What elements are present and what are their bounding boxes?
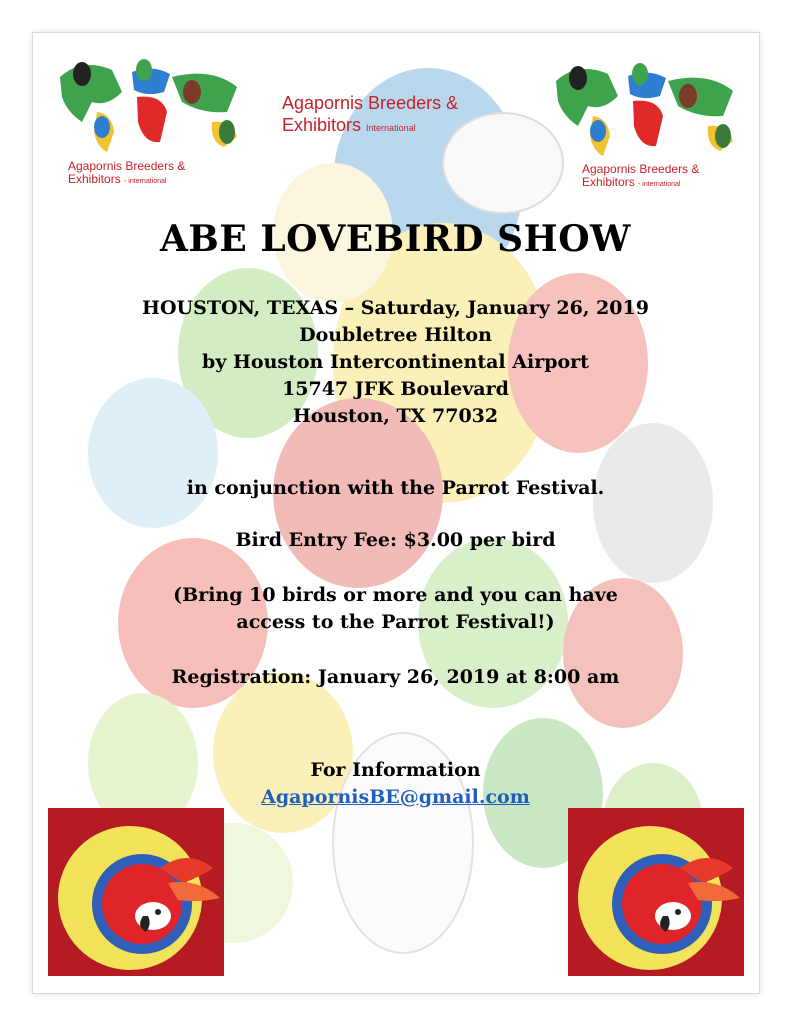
contact-email-link[interactable]: AgapornisBE@gmail.com: [261, 786, 530, 808]
header-brand-line2: Exhibitors: [282, 115, 362, 135]
venue-line-street: 15747 JFK Boulevard: [282, 378, 509, 400]
world-map-birds-icon: [52, 52, 247, 162]
venue-line-city-date: HOUSTON, TEXAS – Saturday, January 26, 2019: [142, 297, 649, 319]
bring-line2: access to the Parrot Festival!): [236, 611, 555, 633]
parrot-rescue-emblem-icon: [48, 808, 224, 976]
header-brand-line1: Agapornis Breeders &: [282, 93, 459, 113]
contact-label: For Information: [310, 759, 481, 781]
venue-block: [0, 295, 791, 430]
abe-logo-right: [548, 56, 748, 201]
header-brand: [282, 92, 458, 139]
parrot-rescue-badge-left: [48, 808, 224, 976]
bring-line1: (Bring 10 birds or more and you can have: [173, 584, 618, 606]
venue-line-airport: by Houston Intercontinental Airport: [202, 351, 589, 373]
header-brand-intl: International: [366, 123, 416, 133]
bring-birds-block: [0, 582, 791, 636]
logo-right-intl: - international: [638, 181, 681, 189]
logo-right-line2: Exhibitors: [582, 175, 635, 190]
registration-text: Registration: January 26, 2019 at 8:00 am: [171, 666, 620, 688]
venue-line-city-zip: Houston, TX 77032: [292, 405, 499, 427]
world-map-birds-icon: [548, 56, 743, 166]
parrot-rescue-emblem-icon: [568, 808, 744, 976]
venue-line-hotel: Doubletree Hilton: [299, 324, 492, 346]
conjunction-text: in conjunction with the Parrot Festival.: [186, 477, 605, 499]
logo-left-intl: - international: [124, 178, 167, 186]
logo-left-line2: Exhibitors: [68, 172, 121, 187]
abe-logo-left: [52, 52, 252, 197]
parrot-rescue-badge-right: [568, 808, 744, 976]
entry-fee-text: Bird Entry Fee: $3.00 per bird: [235, 529, 556, 551]
show-title: ABE LOVEBIRD SHOW: [160, 218, 631, 260]
contact-block: [0, 757, 791, 811]
logo-left-line1: Agapornis Breeders &: [68, 159, 186, 173]
logo-right-line1: Agapornis Breeders &: [582, 162, 700, 176]
